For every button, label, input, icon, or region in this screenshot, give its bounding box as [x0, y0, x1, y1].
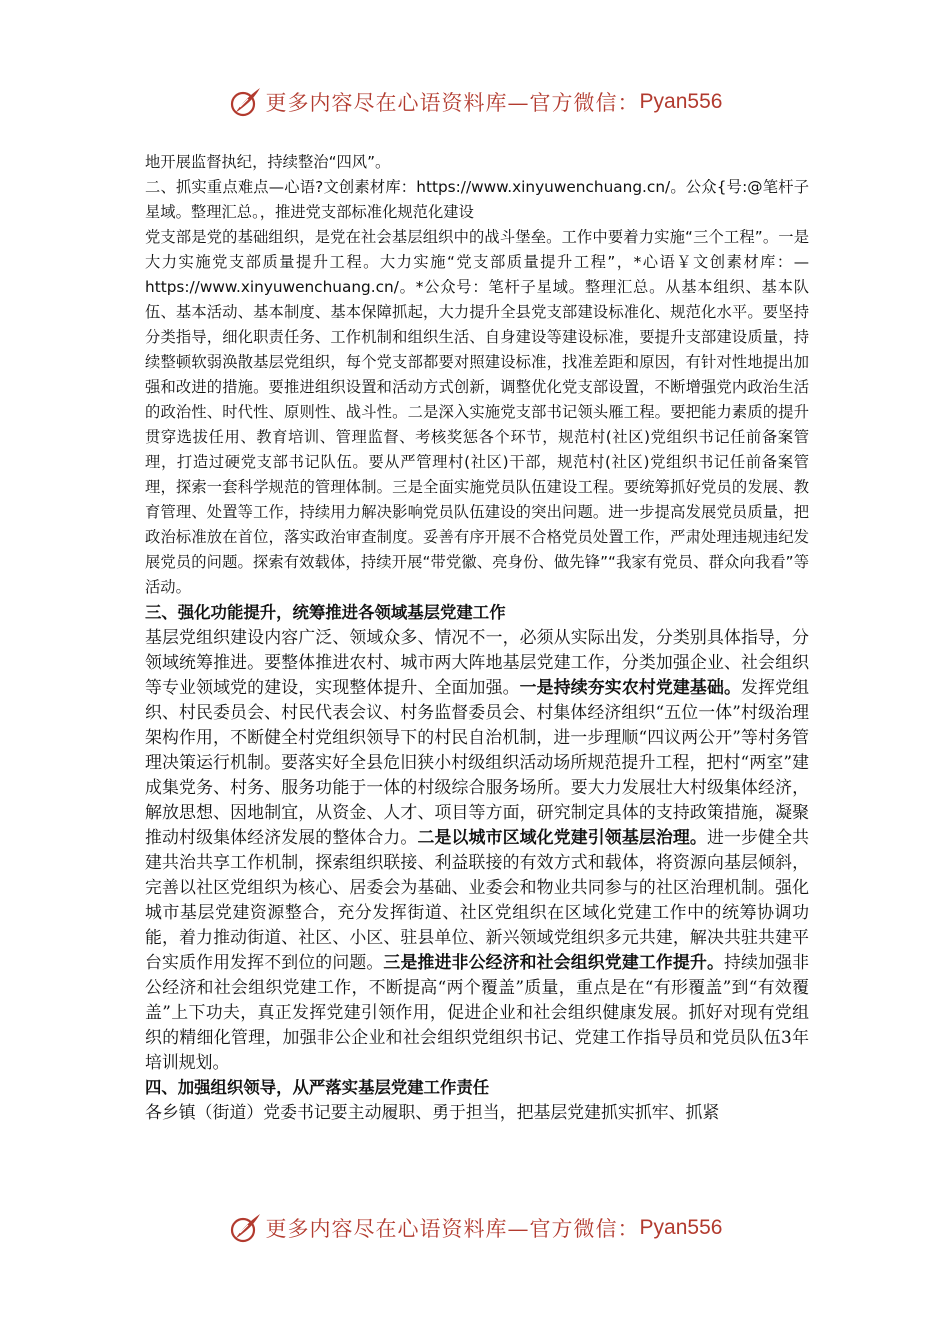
bold-point-3: 三是推进非公经济和社会组织党建工作提升。 [383, 952, 725, 972]
bold-point-2: 二是以城市区域化党建引领基层治理。 [417, 827, 707, 847]
banner-wechat-id: Pyan556 [639, 1216, 723, 1239]
text-run: 发挥党组织、村民委员会、村民代表会议、村务监督委员会、村集体经济组织“五位一体”村级治理架构作用，不断健全村党组织领导下的村民自治机制，进一步理顺“四议两公开”等村务管理决策运行机制。要落实好全县危旧狭小村级组织活动场所规范提升工程，把村“两室”建成集党务、村务、服务功能于一体的村级综合服务场所。要大力发展壮大村级集体经济，解放思想、因地制宜，从资金、人才、项目等方面，研究制定具体的支持政策措施，凝聚推动村级集体经济发展的整体合力。 [145, 677, 810, 847]
paragraph-continuation: 地开展监督执纪，持续整治“四风”。 [145, 153, 391, 171]
bold-point-1: 一是持续夯实农村党建基础。 [519, 677, 742, 697]
text-run: 持续加强非公经济和社会组织党建工作，不断提高“两个覆盖”质量，重点是在“有形覆盖”到“有效覆盖”上下功夫，真正发挥党建引领作用，促进企业和社会组织健康发展。抓好对现有党组织的精细化管理，加强非公企业和社会组织党组织书记、党建工作指导员和党员队伍3年培训规划。 [145, 952, 810, 1072]
section-heading-2: 二、抓实重点难点—心语?文创素材库：https://www.xinyuwenchuang.cn/。公众{号:@笔杆子星域。整理汇总。，推进党支部标准化规范化建设 [145, 178, 809, 221]
paragraph-party-branch: 党支部是党的基础组织，是党在社会基层组织中的战斗堡垒。工作中要着力实施“三个工程”。一是大力实施党支部质量提升工程。大力实施“党支部质量提升工程”，*心语￥文创素材库：—https://www.xinyuwenchuang.cn/。*公众号：笔杆子星域。整理汇总。从基本组织、基本队伍、基本活动、基本制度、基本保障抓起，大力提升全县党支部建设标准化、规范化水平。要坚持分类指导，细化职责任务、工作机制和组织生活、自身建设等建设标准，要提升支部建设质量，持续整顿软弱涣散基层党组织，每个党支部都要对照建设标准，找准差距和原因，有针对性地提出加强和改进的措施。要推进组织设置和活动方式创新，调整优化党支部设置，不断增强党内政治生活的政治性、时代性、原则性、战斗性。二是深入实施党支部书记领头雁工程。要把能力素质的提升贯穿选拔任用、教育培训、管理监督、考核奖惩各个环节，规范村(社区)党组织书记任前备案管理，打造过硬党支部书记队伍。要从严管理村(社区)干部，规范村(社区)党组织书记任前备案管理，探索一套科学规范的管理体制。三是全面实施党员队伍建设工程。要统筹抓好党员的发展、教育管理、处置等工作，持续用力解决影响党员队伍建设的突出问题。进一步提高发展党员质量，把政治标准放在首位，落实政治审查制度。妥善有序开展不合格党员处置工作，严肃处理违规违纪发展党员的问题。探索有效载体，持续开展“带党徽、亮身份、做先锋”“我家有党员、群众向我看”等活动。 [145, 228, 809, 596]
text-run: 进一步健全共建共治共享工作机制，探索组织联接、利益联接的有效方式和载体，将资源向基层倾斜，完善以社区党组织为核心、居委会为基础、业委会和物业共同参与的社区治理机制。强化城市基层党建资源整合，充分发挥街道、社区党组织在区域化党建工作中的统筹协调功能，着力推动街道、社区、小区、驻县单位、新兴领域党组织多元共建，解决共驻共建平台实质作用发挥不到位的问题。 [145, 827, 810, 972]
quill-logo-icon [228, 85, 262, 119]
footer-banner [0, 1206, 950, 1250]
banner-text: 更多内容尽在心语资料库—官方微信： [265, 91, 640, 115]
header-banner [0, 80, 950, 124]
section-heading-4: 四、加强组织领导，从严落实基层党建工作责任 [145, 1078, 490, 1097]
section-heading-3: 三、强化功能提升，统筹推进各领域基层党建工作 [145, 603, 506, 622]
text-run: 基层党组织建设内容广泛、领域众多、情况不一，必须从实际出发，分类别具体指导，分领域统筹推进。要整体推进农村、城市两大阵地基层党建工作，分类加强企业、社会组织等专业领域党的建设，实现整体提升、全面加强。 [145, 627, 809, 697]
paragraph-section-3 [145, 625, 809, 1075]
banner-wechat-id: Pyan556 [639, 90, 723, 113]
document-body [145, 150, 809, 1125]
paragraph-section-4: 各乡镇（街道）党委书记要主动履职、勇于担当，把基层党建抓实抓牢、抓紧 [145, 1102, 720, 1122]
banner-text: 更多内容尽在心语资料库—官方微信： [265, 1217, 640, 1241]
quill-logo-icon [228, 1211, 262, 1245]
